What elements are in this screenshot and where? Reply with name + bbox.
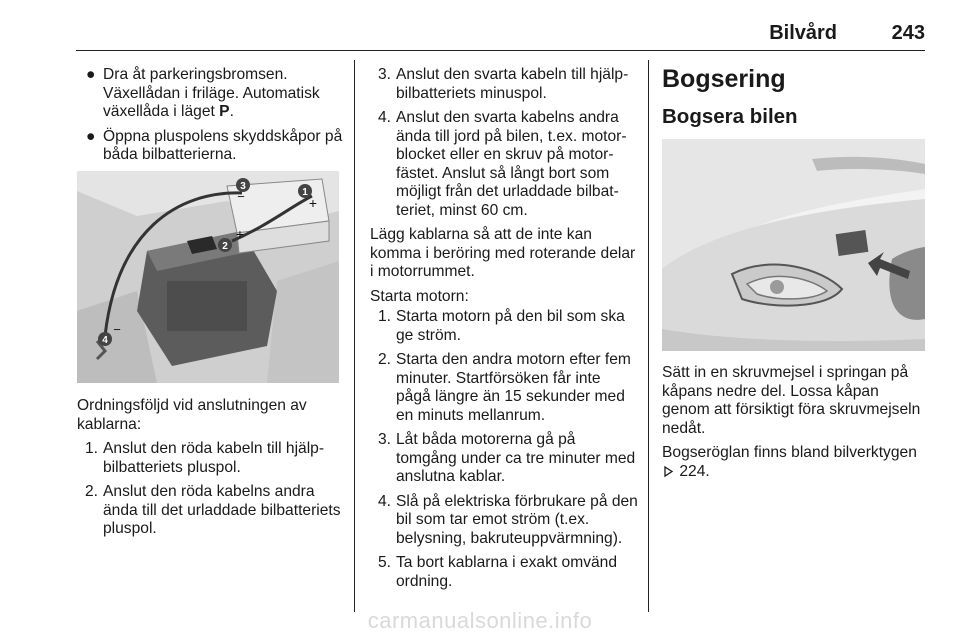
list-text: Låt båda motorerna gå på tomgång under ca tre minuter med anslutna kablar. [396,431,636,485]
list-text: Starta motorn på den bil som ska ge ström. [396,308,625,344]
plus-sign: + [308,195,318,211]
bullet-item [77,128,345,165]
column-1 [77,66,345,165]
bullet-text: Dra åt parkeringsbromsen. Växellådan i friläge. Automatisk växellåda i läget [103,66,320,120]
list-item [370,308,638,345]
bullet-text-end: . [229,103,234,120]
list-number: 5. [378,554,392,571]
towing-figure [662,139,925,351]
list-item [370,493,638,549]
page-ref-icon [662,463,675,476]
column-3 [662,64,927,130]
list-text: Starta den andra motorn efter fem minuter. Startförsöken får inte pågå längre än 15 sekunder med en minuts mellanrum. [396,351,631,424]
paragraph-text: Bogseröglan finns bland bilverktygen [662,444,917,461]
section-title: Bilvård [769,22,837,44]
page-number: 243 [891,22,925,44]
bullet-text: Öppna pluspolens skyddskåpor på båda bilbatterierna. [103,127,343,163]
list-text: Anslut den röda kabeln till hjälp-bilbatteriets pluspol. [103,440,325,476]
column-3-lower [662,364,927,481]
intro-paragraph: Ordningsföljd vid anslutningen av kablarna: [77,397,307,433]
page-header [76,0,925,51]
list-item [370,109,638,220]
list-item [370,351,638,425]
column-2 [370,66,638,591]
paragraph: Starta motorn: [370,287,469,305]
bullet-bold: P [219,103,230,120]
column-divider-right [648,60,649,612]
list-item [77,440,345,477]
list-item [370,431,638,487]
paragraph: Sätt in en skruvmejsel i springan på kåpans nedre del. Lossa kåpan genom att försiktigt föra skruvmejseln nedåt. [662,364,921,437]
list-item [370,554,638,591]
callout-3: 3 [240,181,246,192]
callout-2: 2 [222,241,228,252]
paragraph [662,444,927,481]
list-number: 3. [378,66,392,83]
list-number: 1. [85,440,99,457]
list-text: Slå på elektriska förbrukare på den bil som tar emot ström (t.ex. belysning, bakruteuppvärmning). [396,492,638,547]
list-number: 2. [378,351,392,368]
list-number: 1. [378,308,392,325]
column-divider-left [354,60,355,612]
callout-1: 1 [302,187,308,198]
section-heading: Bogsering [662,65,786,93]
list-number: 4. [378,492,392,510]
column-1-lower [77,397,345,539]
watermark: carmanualsonline.info [367,608,593,633]
list-text: Anslut den svarta kabelns andra ända till jord på bilen, t.ex. motor-blocket eller en skruv på motor-fästet. Anslut så långt bort som möjligt från det urladdade bilbat-teriet, minst 60 cm. [396,109,627,219]
jump-start-figure [77,171,339,383]
plus-sign: + [235,226,245,242]
bullet-item [77,66,345,122]
list-item [370,66,638,103]
list-number: 3. [378,431,392,448]
list-text: Ta bort kablarna i exakt omvänd ordning. [396,554,618,590]
callout-4: 4 [102,335,108,346]
list-item [77,483,345,539]
list-number: 2. [85,483,99,500]
bullet-icon: ● [86,66,96,83]
bullet-icon: ● [86,127,96,145]
subsection-heading: Bogsera bilen [662,105,798,128]
list-number: 4. [378,109,392,126]
page-ref: 224. [679,462,710,480]
list-text: Anslut den röda kabelns andra ända till det urladdade bilbatteriets pluspol. [103,483,341,537]
list-text: Anslut den svarta kabeln till hjälp-bilbatteriets minuspol. [396,66,629,102]
minus-sign: − [113,322,121,337]
paragraph: Lägg kablarna så att de inte kan komma i beröring med roterande delar i motorrummet. [370,226,636,280]
minus-sign: − [237,189,245,204]
